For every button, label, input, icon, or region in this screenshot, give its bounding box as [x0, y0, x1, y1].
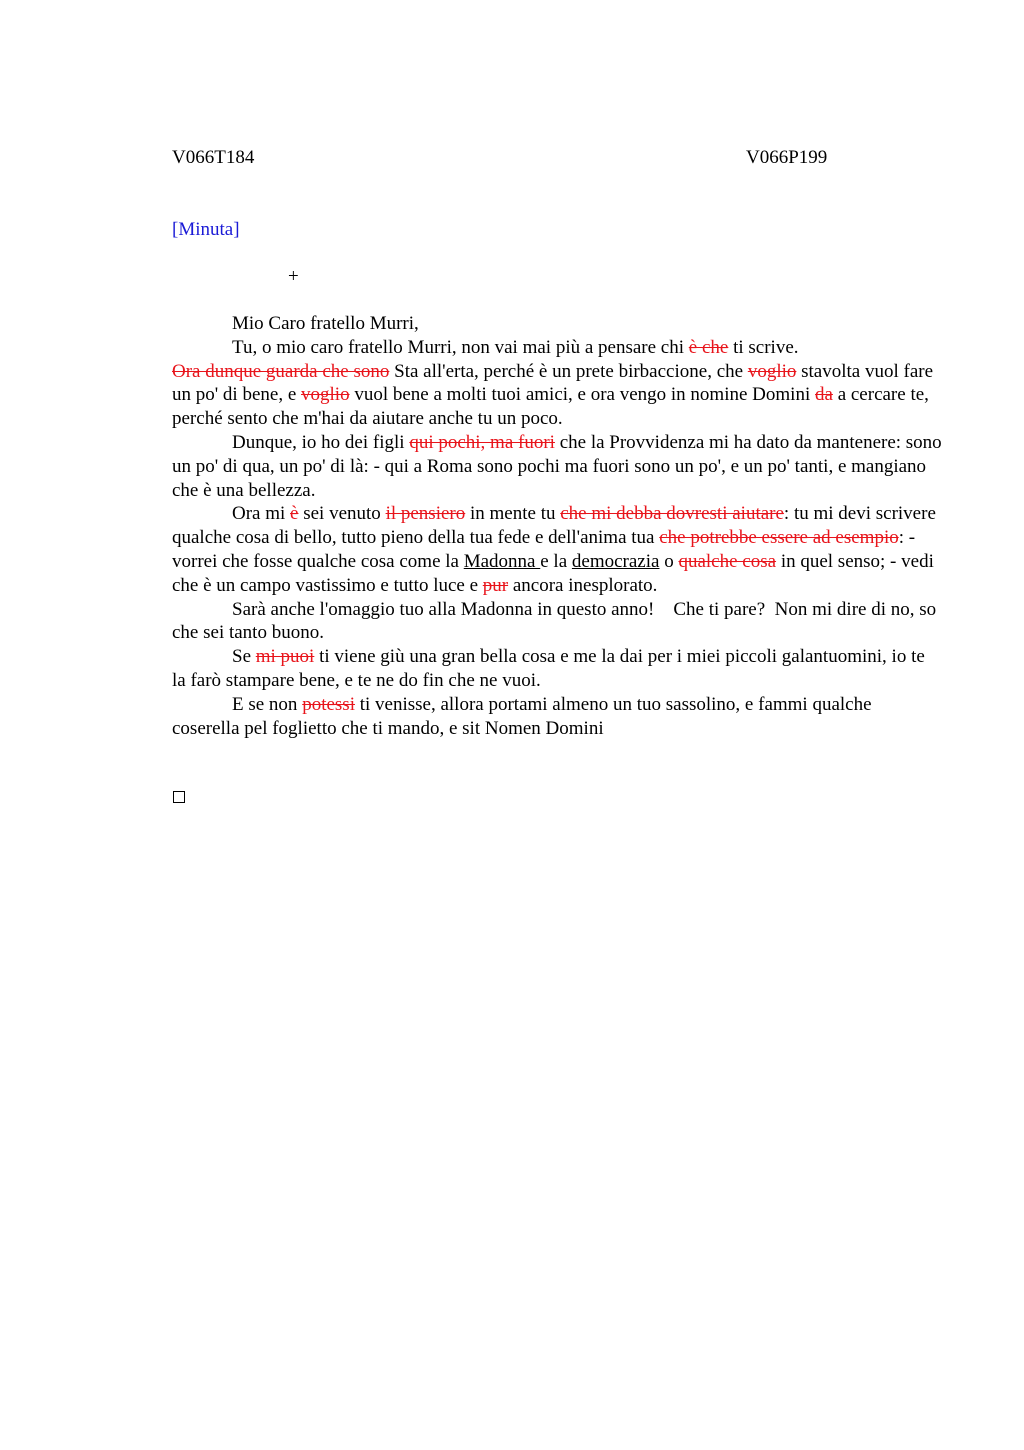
- text-run: E se non: [232, 693, 303, 715]
- deleted-text: mi puoi: [255, 646, 315, 668]
- letter-body: [172, 312, 942, 740]
- text-run: Ora mi: [232, 503, 291, 525]
- underlined-text: democrazia: [571, 550, 660, 572]
- text-run: Tu, o mio caro fratello Murri, non vai mai più a pensare chi: [232, 336, 689, 358]
- text-run: e la: [540, 550, 572, 572]
- text-run: ancora inesplorato.: [508, 574, 658, 596]
- deleted-text: voglio: [301, 384, 350, 406]
- salutation: Mio Caro fratello Murri,: [232, 313, 419, 334]
- deleted-text: qualche cosa: [678, 550, 777, 572]
- text-run: Dunque, io ho dei figli: [232, 431, 410, 453]
- cross-mark: +: [288, 266, 299, 287]
- text-run: in quel senso; - vedi che è un campo vastissimo e tutto luce e: [172, 550, 934, 596]
- deleted-text: da: [815, 384, 833, 406]
- underlined-text: Madonna: [463, 550, 541, 572]
- deleted-text: il pensiero: [385, 503, 466, 525]
- text-run: Se: [232, 646, 256, 668]
- deleted-text: che potrebbe essere ad esempio: [659, 527, 899, 549]
- text-run: : - vorrei che fosse qualche cosa come la: [172, 527, 916, 572]
- deleted-text: potessi: [302, 693, 355, 715]
- deleted-text: qui pochi, ma fuori: [409, 431, 555, 453]
- deleted-text: voglio: [747, 360, 797, 382]
- document-id-right: V066P199: [746, 147, 828, 168]
- paragraph-6: [172, 693, 942, 741]
- text-run: ti viene giù una gran bella cosa e me la dai per i miei piccoli galantuomini, io te la farò stampare bene, e te ne do fin che ne vuoi.: [172, 646, 925, 691]
- text-run: sei venuto: [298, 503, 386, 525]
- paragraph-5: [172, 645, 942, 693]
- text-run: vuol bene a molti tuoi amici, e ora vengo in nomine Domini: [349, 384, 815, 406]
- text-run: Sta all'erta, perché è un prete birbaccione, che: [389, 360, 748, 382]
- text-run: a cercare te, perché sento che m'hai da aiutare anche tu un poco.: [172, 384, 929, 430]
- text-run: stavolta vuol fare un po' di bene, e: [172, 360, 934, 406]
- text-run: ti scrive.: [728, 336, 799, 358]
- document-id-left: V066T184: [172, 147, 255, 168]
- deleted-text: è: [290, 503, 299, 525]
- paragraph-4: [172, 598, 942, 646]
- deleted-text: pur: [482, 574, 509, 596]
- text-run: ti venisse, allora portami almeno un tuo sassolino, e fammi qualche coserella pel foglietto che ti mando, e sit Nomen Domini: [172, 693, 872, 739]
- minuta-label: [Minuta]: [172, 219, 240, 240]
- text-run: Sarà anche l'omaggio tuo alla Madonna in questo anno! Che ti pare? Non mi dire di no, so che sei tanto buono.: [172, 598, 941, 644]
- paragraph-3: [172, 502, 942, 597]
- deleted-text: che mi debba dovresti aiutare: [560, 503, 784, 525]
- paragraph-1: [172, 336, 942, 431]
- paragraph-2: [172, 431, 942, 502]
- text-run: che la Provvidenza mi ha dato da mantenere: sono un po' di qua, un po' di là: - qui a Roma sono pochi ma fuori sono un po', e un po' tanti, e mangiano che è una bellezza.: [172, 431, 942, 501]
- deleted-text: è che: [688, 336, 729, 358]
- text-run: o: [659, 550, 679, 572]
- text-run: in mente tu: [465, 503, 561, 525]
- deleted-text: Ora dunque guarda che sono: [172, 360, 390, 382]
- text-run: : tu mi devi scrivere qualche cosa di bello, tutto pieno della tua fede e dell'anima tua: [172, 503, 936, 549]
- end-marker-box: [173, 791, 185, 803]
